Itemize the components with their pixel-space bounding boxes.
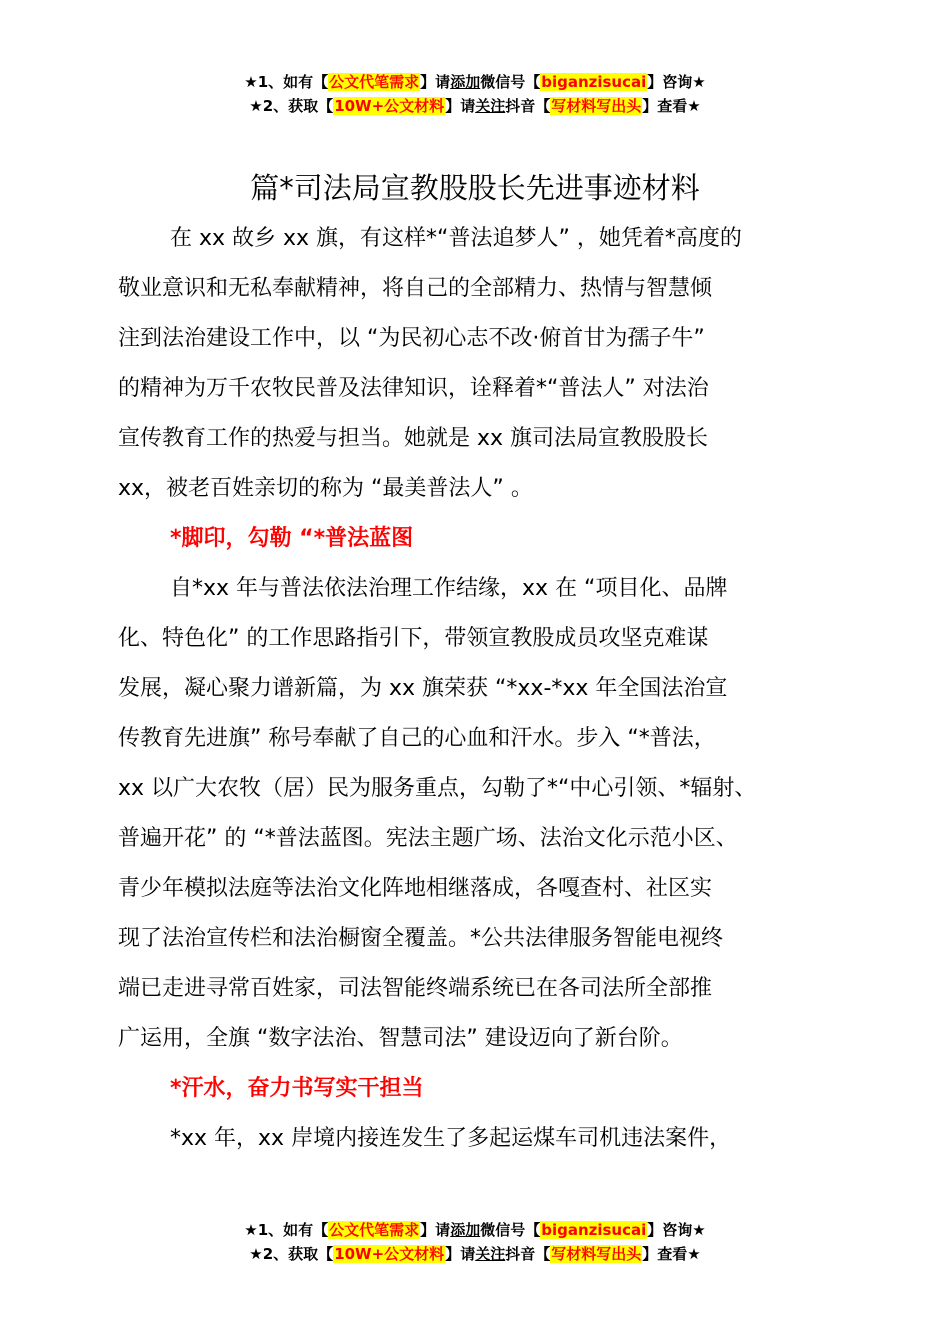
banner-text: 】请 <box>445 1245 476 1263</box>
paragraph-line: 青少年模拟法庭等法治文化阵地相继落成，各嘎查村、社区实 <box>118 876 713 901</box>
banner-text: 】请 <box>445 97 476 115</box>
banner-line-2 <box>0 1242 950 1266</box>
top-banner <box>0 70 950 118</box>
paragraph-line: 发展，凝心聚力谱新篇，为 xx 旗荣获 “*xx-*xx 年全国法治宣 <box>118 676 728 701</box>
banner-text: 】查看★ <box>642 97 701 115</box>
paragraph-line: 化、特色化” 的工作思路指引下，带领宣教股成员攻坚克难谋 <box>118 626 709 651</box>
banner-text: 】请 <box>420 73 451 91</box>
banner-highlight: 10W+公文材料 <box>334 1245 445 1263</box>
banner-text: ★1、如有【 <box>244 73 329 91</box>
banner-text: 】咨询★ <box>647 73 706 91</box>
banner-underlined: 添加 <box>450 1221 481 1239</box>
banner-underlined: 添加 <box>450 73 481 91</box>
banner-line-1 <box>0 70 950 94</box>
paragraph-line: 宣传教育工作的热爱与担当。她就是 xx 旗司法局宣教股股长 <box>118 426 709 451</box>
banner-highlight: 10W+公文材料 <box>334 97 445 115</box>
paragraph-line: 敬业意识和无私奉献精神，将自己的全部精力、热情与智慧倾 <box>118 276 713 301</box>
paragraph-line: 普遍开花” 的 “*普法蓝图。宪法主题广场、法治文化示范小区、 <box>118 826 738 851</box>
banner-text: ★2、获取【 <box>249 1245 334 1263</box>
section-heading-2: *汗水，奋力书写实干担当 <box>170 1076 424 1101</box>
paragraph-line: 传教育先进旗” 称号奉献了自己的心血和汗水。步入 “*普法， <box>118 726 716 751</box>
paragraph-line: *xx 年，xx 岸境内接连发生了多起运煤车司机违法案件， <box>170 1126 732 1151</box>
banner-text: 】咨询★ <box>647 1221 706 1239</box>
banner-text: ★2、获取【 <box>249 97 334 115</box>
banner-highlight: 公文代笔需求 <box>329 1221 420 1239</box>
banner-douyin-id: 写材料写出头 <box>551 1245 642 1263</box>
banner-text: 抖音【 <box>505 97 551 115</box>
banner-wechat-id: biganzisucai <box>541 73 647 91</box>
paragraph-line: 广运用，全旗 “数字法治、智慧司法” 建设迈向了新台阶。 <box>118 1026 683 1051</box>
banner-underlined: 关注 <box>475 1245 506 1263</box>
banner-wechat-id: biganzisucai <box>541 1221 647 1239</box>
banner-text: 微信号【 <box>480 73 541 91</box>
banner-line-1 <box>0 1218 950 1242</box>
bottom-banner <box>0 1218 950 1266</box>
document-body <box>118 214 848 1164</box>
banner-text: 】请 <box>420 1221 451 1239</box>
banner-text: ★1、如有【 <box>244 1221 329 1239</box>
section-heading-1: *脚印，勾勒 “*普法蓝图 <box>170 526 414 551</box>
banner-text: 】查看★ <box>642 1245 701 1263</box>
paragraph-line: 注到法治建设工作中，以 “为民初心志不改·俯首甘为孺子牛” <box>118 326 705 351</box>
paragraph-line: 自*xx 年与普法依法治理工作结缘，xx 在 “项目化、品牌 <box>170 576 728 601</box>
banner-highlight: 公文代笔需求 <box>329 73 420 91</box>
banner-text: 抖音【 <box>505 1245 551 1263</box>
document-title: 篇*司法局宣教股股长先进事迹材料 <box>250 171 700 205</box>
paragraph-line: 在 xx 故乡 xx 旗，有这样*“普法追梦人” ，她凭着*高度的 <box>170 226 742 251</box>
paragraph-line: 端已走进寻常百姓家，司法智能终端系统已在各司法所全部推 <box>118 976 713 1001</box>
paragraph-line: 的精神为万千农牧民普及法律知识，诠释着*“普法人” 对法治 <box>118 376 709 401</box>
banner-text: 微信号【 <box>480 1221 541 1239</box>
banner-underlined: 关注 <box>475 97 506 115</box>
banner-line-2 <box>0 94 950 118</box>
banner-douyin-id: 写材料写出头 <box>551 97 642 115</box>
paragraph-line: xx 以广大农牧（居）民为服务重点，勾勒了*“中心引领、*辐射、 <box>118 776 757 801</box>
paragraph-line: 现了法治宣传栏和法治橱窗全覆盖。*公共法律服务智能电视终 <box>118 926 724 951</box>
paragraph-line: xx，被老百姓亲切的称为 “最美普法人” 。 <box>118 476 533 501</box>
